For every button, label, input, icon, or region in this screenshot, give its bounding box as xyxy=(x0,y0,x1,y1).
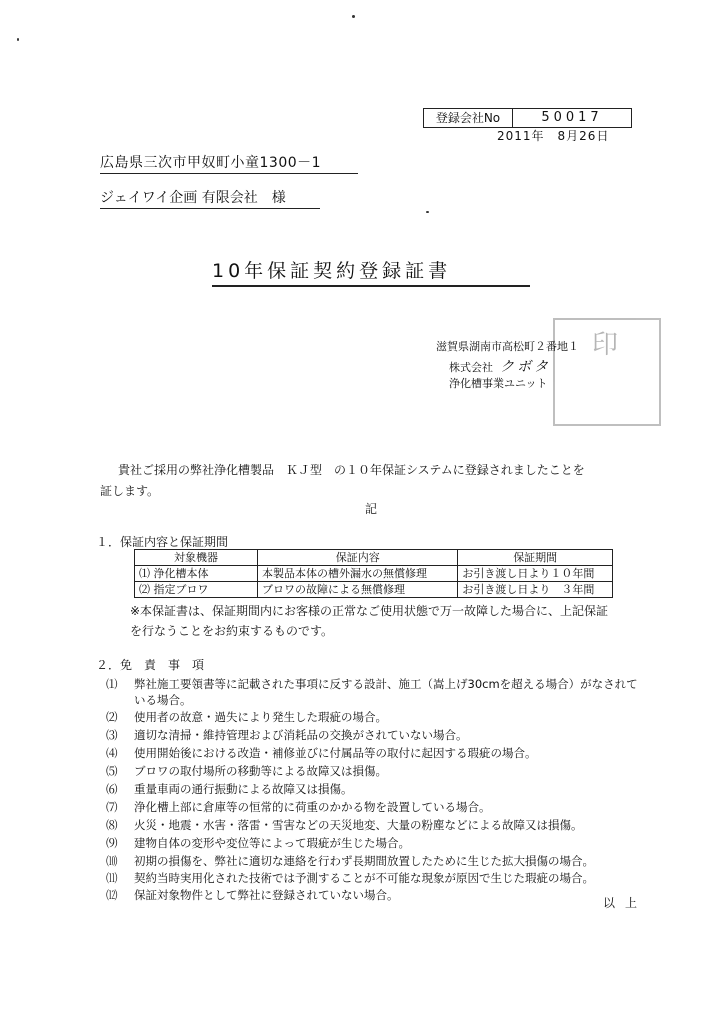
table-cell: お引き渡し日より１０年間 xyxy=(458,566,613,582)
issue-date: 2011年 8月26日 xyxy=(497,129,610,143)
exemption-item xyxy=(106,853,594,869)
issuer-address: 滋賀県湖南市高松町２番地１ xyxy=(436,340,579,353)
exemption-item xyxy=(106,781,353,797)
exemption-item xyxy=(106,817,583,833)
exemption-item xyxy=(106,799,491,815)
issuer-unit: 浄化槽事業ユニット xyxy=(449,377,548,390)
exemption-text: ブロワの取付場所の移動等による故障又は損傷。 xyxy=(134,764,387,778)
exemption-text: 浄化槽上部に倉庫等の恒常的に荷重のかかる物を設置している場合。 xyxy=(134,800,491,814)
recipient-name: ジェイワイ企画 有限会社 様 xyxy=(100,187,320,209)
table-cell: ⑵ 指定ブロワ xyxy=(135,582,258,598)
body-text-line-1: 貴社ご採用の弊社浄化槽製品 ＫＪ型 の１０年保証システムに登録されましたことを xyxy=(118,463,585,477)
exemption-item xyxy=(106,835,410,851)
exemption-number: ⑹ xyxy=(106,782,118,796)
exemption-number: ⑵ xyxy=(106,710,118,724)
section-1-heading: １．保証内容と保証期間 xyxy=(96,535,229,549)
exemption-text: 保証対象物件として弊社に登録されていない場合。 xyxy=(134,888,399,902)
table-header-cell: 保証期間 xyxy=(458,550,613,566)
guarantee-note-line-1: ※本保証書は、保証期間内にお客様の正常なご使用状態で万一故障した場合に、上記保証 xyxy=(130,604,609,618)
guarantee-table xyxy=(134,549,613,598)
exemption-text: 契約当時実用化された技術では予測することが不可能な現象が原因で生じた瑕疵の場合。 xyxy=(134,871,594,885)
exemption-item xyxy=(106,745,537,761)
issuer-company xyxy=(449,356,551,376)
exemption-item xyxy=(106,870,594,886)
registration-number: 50017 xyxy=(541,110,603,125)
exemption-number: ⑽ xyxy=(106,854,118,868)
exemption-text: 火災・地震・水害・落雷・雪害などの天災地変、大量の粉塵などによる故障又は損傷。 xyxy=(134,818,583,832)
table-header-cell: 対象機器 xyxy=(135,550,258,566)
exemption-number: ⑴ xyxy=(106,677,118,691)
issuer-company-name: クボタ xyxy=(500,359,551,375)
exemption-item xyxy=(106,887,399,903)
exemption-number: ⑸ xyxy=(106,764,118,778)
table-header-cell: 保証内容 xyxy=(258,550,458,566)
ki-marker: 記 xyxy=(365,502,378,516)
guarantee-note-line-2: を行なうことをお約束するものです。 xyxy=(130,624,334,638)
scan-speck xyxy=(426,211,429,213)
table-row xyxy=(135,582,613,598)
table-header-row xyxy=(135,550,613,566)
exemption-number: ⑾ xyxy=(106,871,118,885)
document-title: 10年保証契約登録証書 xyxy=(212,256,530,287)
registration-label: 登録会社No xyxy=(424,109,513,127)
table-cell: ⑴ 浄化槽本体 xyxy=(135,566,258,582)
exemption-number: ⑺ xyxy=(106,800,118,814)
exemption-number: ⑿ xyxy=(106,888,118,902)
exemption-text: 弊社施工要領書等に記載された事項に反する設計、施工（嵩上げ30cmを超える場合）がなされて xyxy=(134,677,638,691)
exemption-number: ⑷ xyxy=(106,746,118,760)
issuer-company-prefix: 株式会社 xyxy=(449,361,493,374)
exemption-text: 重量車両の通行振動による故障又は損傷。 xyxy=(134,782,353,796)
table-row xyxy=(135,566,613,582)
recipient-address: 広島県三次市甲奴町小童1300－1 xyxy=(100,152,358,174)
seal-glyph: 印 xyxy=(591,330,622,360)
table-cell: ブロワの故障による無償修理 xyxy=(258,582,458,598)
exemption-number: ⑶ xyxy=(106,728,118,742)
company-seal-stamp xyxy=(553,318,661,426)
table-cell: お引き渡し日より ３年間 xyxy=(458,582,613,598)
registration-box xyxy=(423,108,632,128)
exemption-item xyxy=(106,727,468,743)
exemption-item xyxy=(106,763,387,779)
exemption-text: 初期の損傷を、弊社に適切な連絡を行わず長期間放置したために生じた拡大損傷の場合。 xyxy=(134,854,594,868)
scan-speck xyxy=(17,38,19,41)
exemption-text: 適切な清掃・維持管理および消耗品の交換がされていない場合。 xyxy=(134,728,468,742)
exemption-text: 使用者の故意・過失により発生した瑕疵の場合。 xyxy=(134,710,387,724)
exemption-item xyxy=(106,709,387,725)
exemption-number: ⑼ xyxy=(106,836,118,850)
section-2-heading: ２．免 責 事 項 xyxy=(96,658,205,672)
body-text-line-2: 証します。 xyxy=(100,484,160,498)
exemption-text-continued: いる場合。 xyxy=(134,693,192,707)
exemption-item xyxy=(106,676,638,692)
exemption-text: 使用開始後における改造・補修並びに付属品等の取付に起因する瑕疵の場合。 xyxy=(134,746,537,760)
closing-mark: 以上 xyxy=(603,896,648,910)
table-cell: 本製品本体の槽外漏水の無償修理 xyxy=(258,566,458,582)
exemption-number: ⑻ xyxy=(106,818,118,832)
exemption-text: 建物自体の変形や変位等によって瑕疵が生じた場合。 xyxy=(134,836,410,850)
scan-speck xyxy=(352,15,355,18)
